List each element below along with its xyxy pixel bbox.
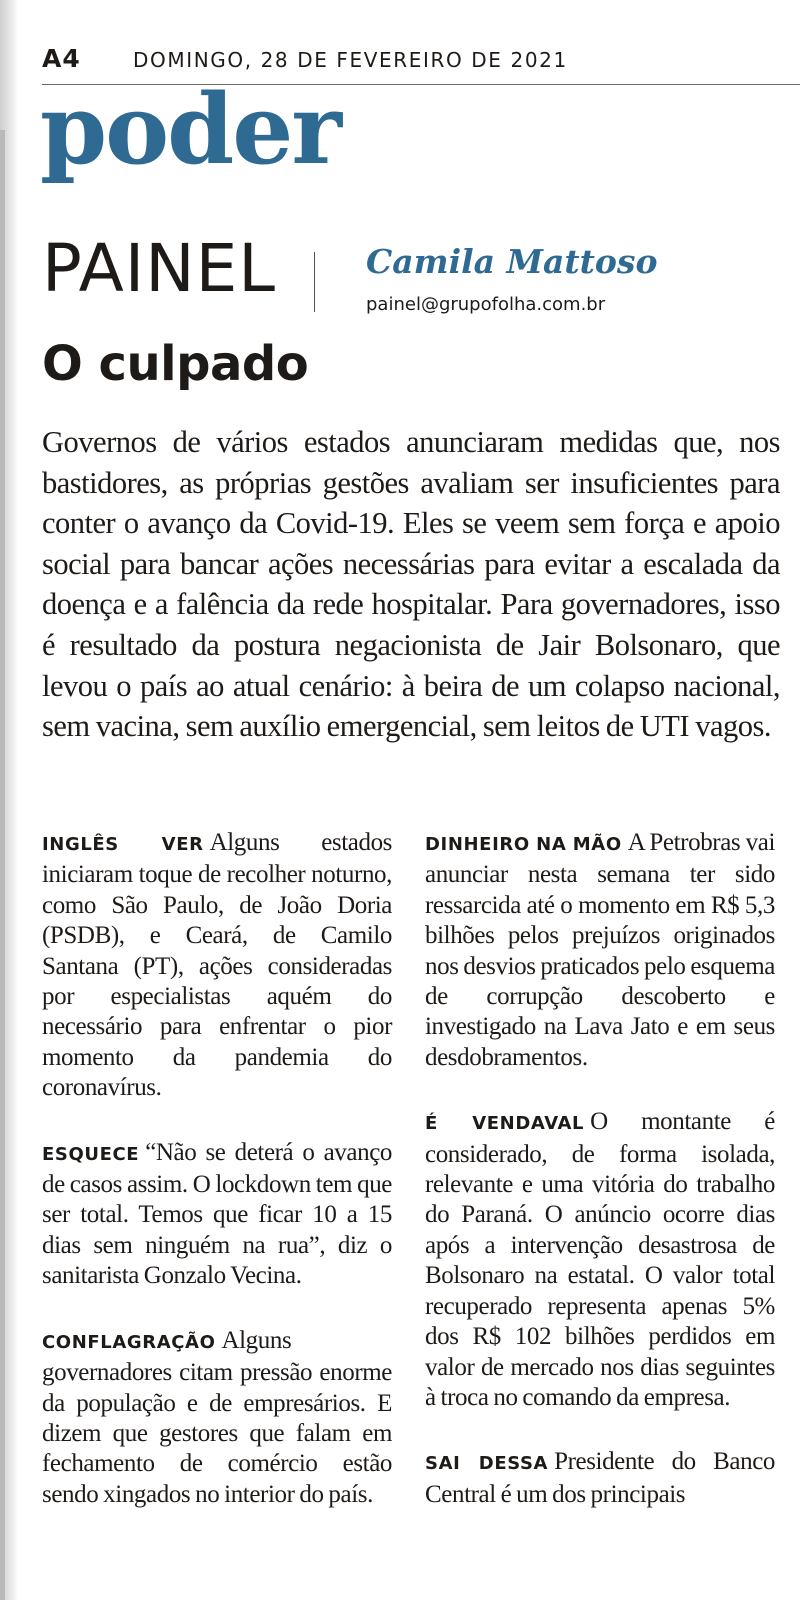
note: [42, 1326, 392, 1510]
page-gutter-shadow: [0, 0, 18, 1600]
page-gutter-edge: [0, 130, 5, 1600]
note-kicker: DINHEIRO NA MÃO: [425, 834, 622, 855]
note-kicker: CONFLAGRAÇÃO: [42, 1331, 216, 1353]
column-divider: [314, 252, 315, 312]
note-text: Alguns estados iniciaram toque de recolher noturno, como São Paulo, de João Doria (PSDB), e Ceará, de Camilo Santana (PT), ações consideradas por especialistas aquém do necessário para enfrentar o pior momento da pandemia do coronavírus.: [42, 829, 392, 1102]
note-text: O montante é considerado, de forma isolada, relevante e uma vitória do trabalho do Paraná. O anúncio ocorre dias após a intervenção desastrosa de Bolsonaro na estatal. O valor total recuperado representa apenas 5% dos R$ 102 bilhões perdidos em valor de mercado nos dias seguintes à troca no comando da empresa.: [425, 1108, 775, 1411]
note-kicker: SAI DESSA: [425, 1453, 549, 1475]
note-text: Alguns governadores citam pressão enorme da população e de empresários. E dizem que gestores que falam em fechamento de comércio estão sendo xingados no interior do país.: [42, 1326, 392, 1508]
note-text: Presidente do Banco Central é um dos principais: [425, 1448, 775, 1508]
note-text: “Não se deterá o avanço de casos assim. O lockdown tem que ser total. Temos que ficar 10 a 15 dias sem ninguém na rua”, diz o sanitarista Gonzalo Vecina.: [42, 1138, 392, 1290]
notes-column-right: [425, 828, 775, 1544]
note-kicker: INGLÊS VER: [42, 834, 204, 855]
column-email: painel@grupofolha.com.br: [366, 294, 606, 315]
note: [425, 1447, 775, 1510]
note: [425, 1107, 775, 1413]
column-name: PAINEL: [42, 230, 277, 307]
lead-paragraph: Governos de vários estados anunciaram medidas que, nos bastidores, as próprias gestões avaliam ser insuficientes para conter o avanço da Covid-19. Eles se veem sem força e apoio social para bancar ações necessárias para evitar a escalada da doença e a falência da rede hospitalar. Para governadores, isso é resultado da postura negacionista de Jair Bolsonaro, que levou o país ao atual cenário: à beira de um colapso nacional, sem vacina, sem auxílio emergencial, sem leitos de UTI vagos.: [42, 425, 780, 744]
column-author: Camila Mattoso: [366, 242, 658, 281]
note: [42, 1138, 392, 1292]
note: [425, 828, 775, 1073]
note-kicker: É VENDAVAL: [425, 1113, 585, 1135]
headline: O culpado: [42, 336, 309, 392]
note: [42, 828, 392, 1104]
page-date: DOMINGO, 28 DE FEVEREIRO DE 2021: [133, 48, 568, 72]
section-title: poder: [40, 73, 340, 186]
notes-column-left: [42, 828, 392, 1544]
note-text: A Petrobras vai anunciar nesta semana ter sido ressarcida até o momento em R$ 5,3 bilhões pelos prejuízos originados nos desvios praticados pelo esquema de corrupção descoberto e investigado na Lava Jato e em seus desdobramentos.: [425, 829, 775, 1071]
note-kicker: ESQUECE: [42, 1143, 140, 1165]
page-number: A4: [42, 44, 81, 73]
